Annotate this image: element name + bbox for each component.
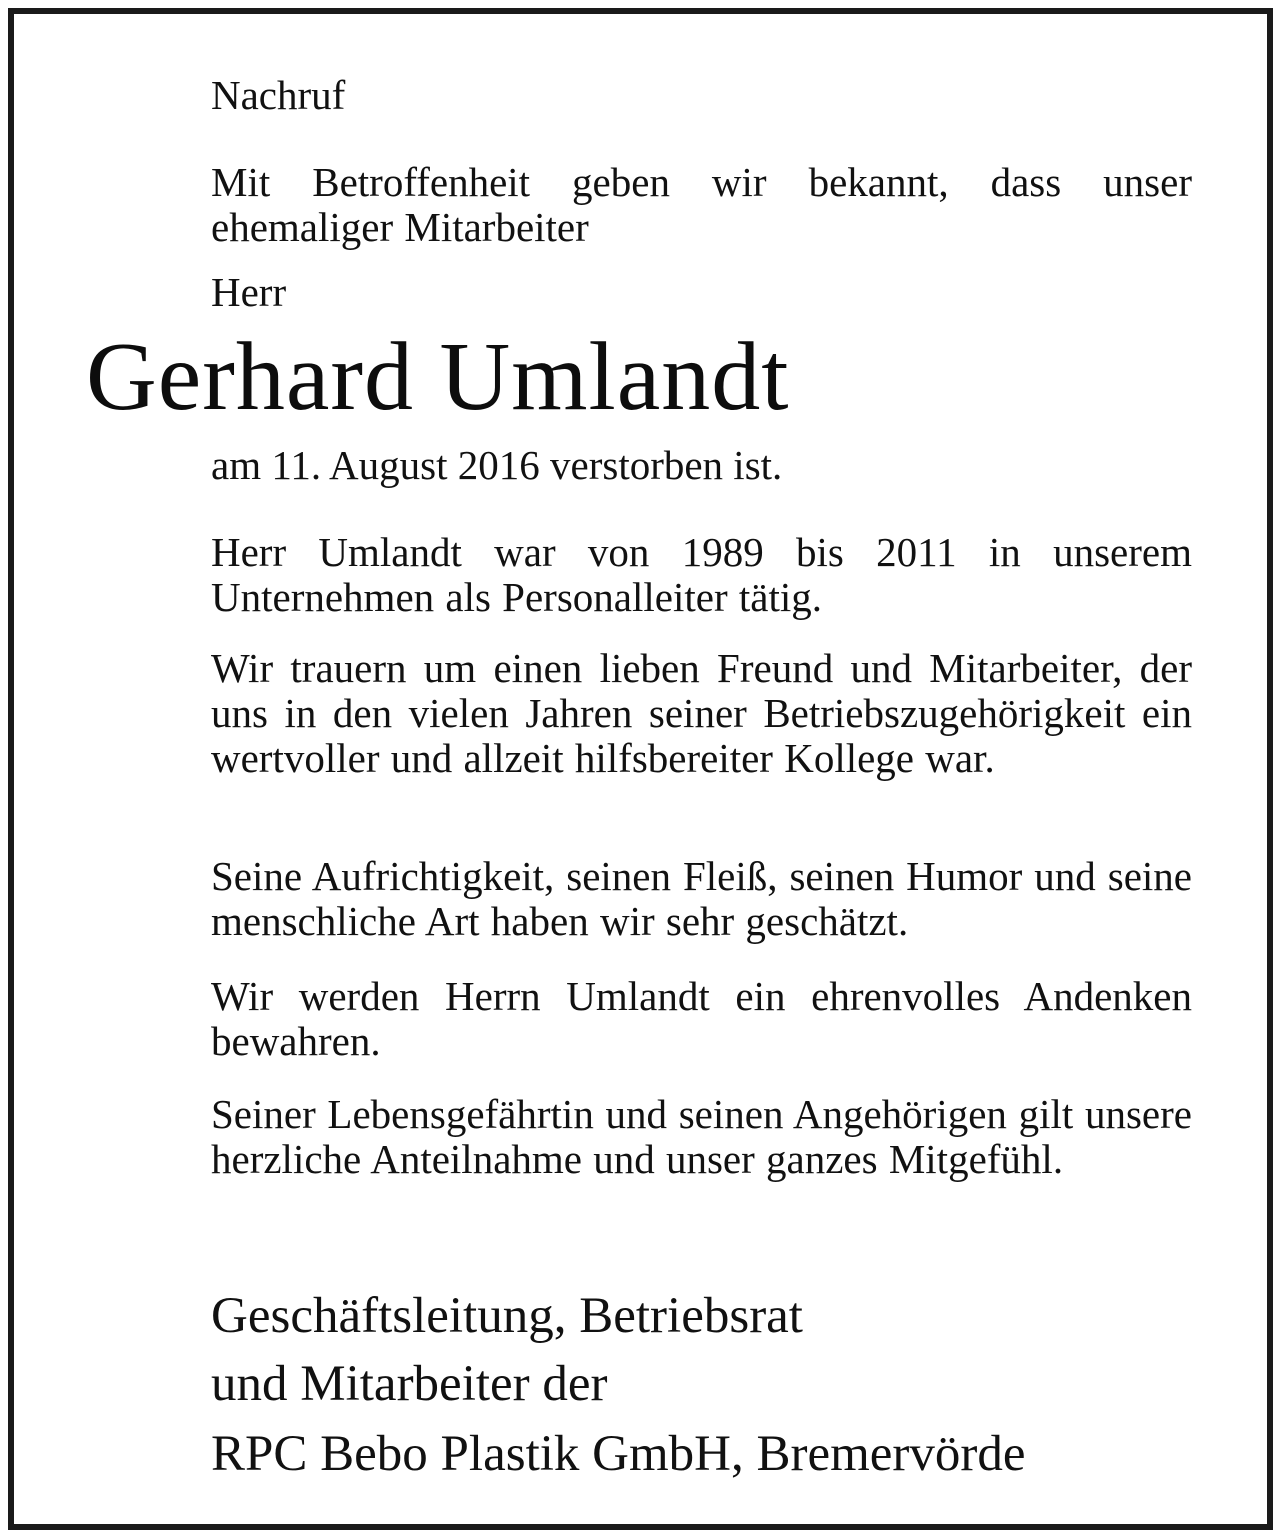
paragraph-remembrance: Wir werden Herrn Umlandt ein ehrenvolles Andenken bewahren. xyxy=(211,973,1192,1064)
salutation: Herr xyxy=(211,269,287,315)
paragraph-employment: Herr Umlandt war von 1989 bis 2011 in unserem Unternehmen als Personalleiter tätig. xyxy=(211,529,1192,620)
paragraph-condolences: Seiner Lebensgefährtin und seinen Angehörigen gilt unsere herzliche Anteilnahme und unser ganzes Mitgefühl. xyxy=(211,1091,1192,1182)
signature-line-1: Geschäftsleitung, Betriebsrat xyxy=(211,1288,803,1344)
paragraph-mourning: Wir trauern um einen lieben Freund und Mitarbeiter, der uns in den vielen Jahren seiner Betriebszugehörigkeit ein wertvoller und allzeit hilfsbereiter Kollege war. xyxy=(211,645,1192,781)
signature-line-2: und Mitarbeiter der xyxy=(211,1356,608,1412)
death-date-line: am 11. August 2016 verstorben ist. xyxy=(211,442,783,488)
heading: Nachruf xyxy=(211,72,346,118)
paragraph-qualities: Seine Aufrichtigkeit, seinen Fleiß, seinen Humor und seine menschliche Art haben wir sehr geschätzt. xyxy=(211,853,1192,944)
intro-text: Mit Betroffenheit geben wir bekannt, dass unser ehemaliger Mitarbeiter xyxy=(211,159,1192,250)
deceased-name: Gerhard Umlandt xyxy=(86,323,790,431)
signature-line-3: RPC Bebo Plastik GmbH, Bremervörde xyxy=(211,1426,1026,1482)
